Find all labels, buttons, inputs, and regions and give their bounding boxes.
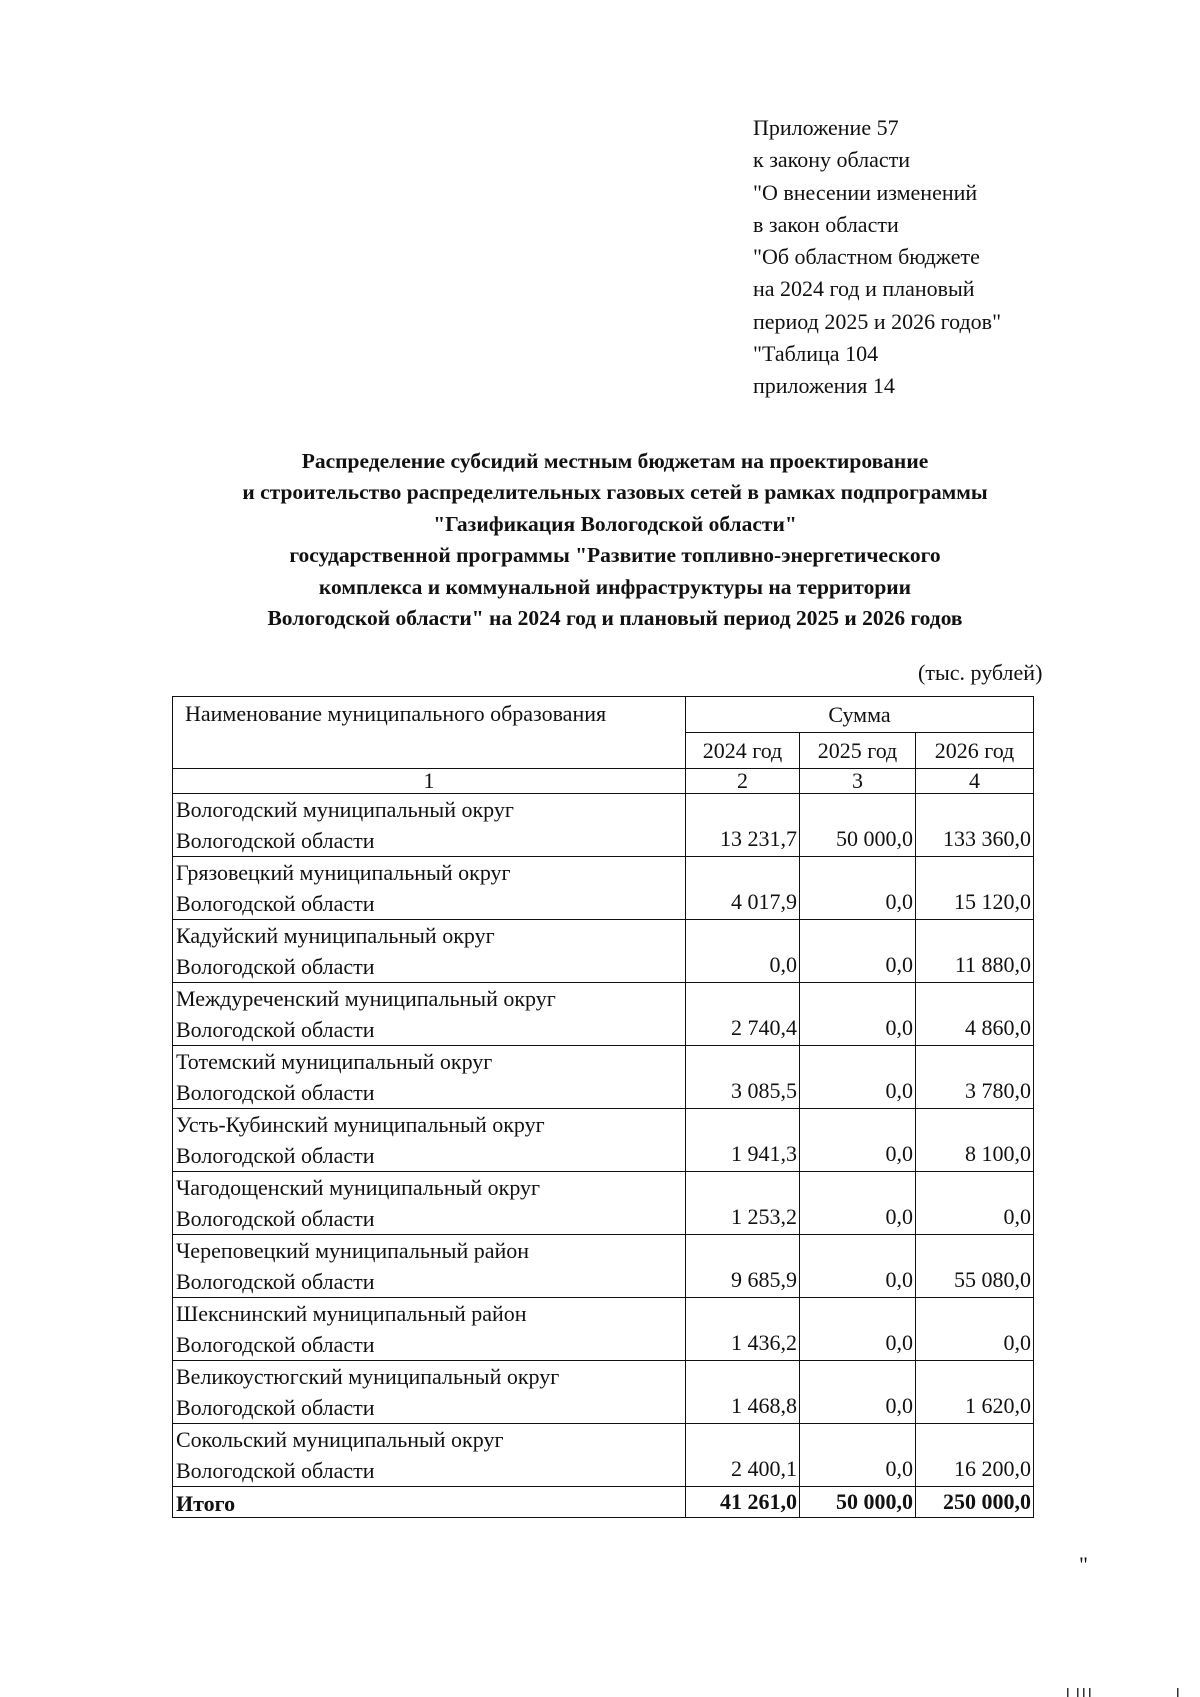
total-2024: 41 261,0 (686, 1487, 800, 1518)
amount-2026: 1 620,0 (916, 1361, 1034, 1424)
amount-2025: 0,0 (800, 857, 916, 920)
municipality-name-line: Усть-Кубинский муниципальный округ (176, 1112, 545, 1137)
table-row (173, 1046, 1034, 1109)
title-line: государственной программы "Развитие топливно-энергетического (289, 543, 941, 568)
municipality-name-line: Вологодской области (176, 1206, 375, 1231)
table-row (173, 983, 1034, 1046)
amount-2025: 0,0 (800, 1235, 916, 1298)
municipality-name-line: Вологодской области (176, 1143, 375, 1168)
amount-2024: 1 468,8 (686, 1361, 800, 1424)
appendix-line: "О внесении изменений (753, 179, 978, 205)
amount-2025: 0,0 (800, 1298, 916, 1361)
amount-2026: 15 120,0 (916, 857, 1034, 920)
title-line: Распределение субсидий местным бюджетам на проектирование (301, 449, 929, 473)
municipality-name-line: Междуреченский муниципальный округ (176, 986, 556, 1011)
amount-2024: 1 253,2 (686, 1172, 800, 1235)
header-sum: Сумма (686, 697, 1034, 733)
municipality-name (173, 1109, 686, 1172)
table-row (173, 1235, 1034, 1298)
document-title (150, 446, 1080, 634)
appendix-reference (753, 112, 1001, 403)
amount-2025: 0,0 (800, 1361, 916, 1424)
header-year-2025: 2025 год (800, 733, 916, 769)
table-row (173, 1361, 1034, 1424)
municipality-name-line: Вологодской области (176, 1395, 375, 1420)
municipality-name (173, 1235, 686, 1298)
table-row (173, 1424, 1034, 1487)
amount-2024: 2 740,4 (686, 983, 800, 1046)
amount-2026: 3 780,0 (916, 1046, 1034, 1109)
amount-2026: 16 200,0 (916, 1424, 1034, 1487)
amount-2024: 0,0 (686, 920, 800, 983)
table-row (173, 1109, 1034, 1172)
amount-2025: 50 000,0 (800, 794, 916, 857)
column-index: 1 (173, 769, 686, 794)
amount-2024: 13 231,7 (686, 794, 800, 857)
municipality-name-line: Великоустюгский муниципальный округ (176, 1364, 560, 1389)
column-index-row (173, 769, 1034, 794)
municipality-name-line: Шекснинский муниципальный район (176, 1301, 527, 1326)
header-municipality: Наименование муниципального образования (173, 697, 686, 769)
municipality-name (173, 1424, 686, 1487)
header-year-2024: 2024 год (686, 733, 800, 769)
column-index: 4 (916, 769, 1034, 794)
municipality-name-line: Чагодощенский муниципальный округ (176, 1175, 541, 1200)
appendix-line: к закону области (753, 147, 911, 173)
amount-2025: 0,0 (800, 1424, 916, 1487)
appendix-line: приложения 14 (753, 373, 895, 399)
amount-2026: 0,0 (916, 1298, 1034, 1361)
appendix-line: Приложение 57 (753, 115, 899, 140)
amount-2025: 0,0 (800, 1172, 916, 1235)
amount-2024: 3 085,5 (686, 1046, 800, 1109)
municipality-name-line: Вологодской области (176, 828, 375, 853)
municipality-name (173, 1361, 686, 1424)
municipality-name-line: Вологодской области (176, 1332, 375, 1357)
scan-edge-marks (1063, 1688, 1183, 1697)
table-row (173, 794, 1034, 857)
scan-mark (1067, 1688, 1069, 1697)
appendix-line: период 2025 и 2026 годов" (753, 308, 1002, 334)
amount-2025: 0,0 (800, 1109, 916, 1172)
table-row (173, 857, 1034, 920)
municipality-name (173, 1298, 686, 1361)
municipality-name (173, 1172, 686, 1235)
municipality-name-line: Вологодский муниципальный округ (176, 797, 514, 822)
total-2026: 250 000,0 (916, 1487, 1034, 1518)
municipality-name-line: Грязовецкий муниципальный округ (176, 860, 511, 885)
table-row (173, 1298, 1034, 1361)
amount-2025: 0,0 (800, 1046, 916, 1109)
scan-mark (1089, 1688, 1091, 1697)
municipality-name-line: Вологодской области (176, 1269, 375, 1294)
title-line: комплекса и коммунальной инфраструктуры на территории (318, 574, 912, 599)
table-row (173, 1172, 1034, 1235)
municipality-name (173, 983, 686, 1046)
title-line: и строительство распределительных газовых сетей в рамках подпрограммы (242, 480, 988, 505)
table-row (173, 920, 1034, 983)
municipality-name-line: Череповецкий муниципальный район (176, 1238, 530, 1263)
amount-2026: 133 360,0 (916, 794, 1034, 857)
title-line: Вологодской области" на 2024 год и плановый период 2025 и 2026 годов (267, 606, 963, 631)
municipality-name (173, 1046, 686, 1109)
amount-2026: 0,0 (916, 1172, 1034, 1235)
column-index: 2 (686, 769, 800, 794)
municipality-name-line: Тотемский муниципальный округ (176, 1049, 493, 1074)
municipality-name-line: Вологодской области (176, 1017, 375, 1042)
amount-2024: 9 685,9 (686, 1235, 800, 1298)
municipality-name-line: Вологодской области (176, 1080, 375, 1105)
appendix-line: "Об областном бюджете (753, 244, 980, 270)
amount-2025: 0,0 (800, 983, 916, 1046)
amount-2024: 4 017,9 (686, 857, 800, 920)
amount-2026: 11 880,0 (916, 920, 1034, 983)
municipality-name (173, 857, 686, 920)
municipality-name-line: Сокольский муниципальный округ (176, 1427, 504, 1452)
amount-2024: 1 436,2 (686, 1298, 800, 1361)
municipality-name (173, 920, 686, 983)
header-year-2026: 2026 год (916, 733, 1034, 769)
appendix-line: на 2024 год и плановый (753, 276, 975, 302)
amount-2024: 2 400,1 (686, 1424, 800, 1487)
municipality-name-line: Вологодской области (176, 1458, 375, 1483)
amount-2024: 1 941,3 (686, 1109, 800, 1172)
appendix-line: в закон области (753, 211, 899, 237)
appendix-line: "Таблица 104 (753, 341, 879, 367)
units-note: (тыс. рублей) (918, 660, 1043, 685)
scan-mark (1177, 1688, 1179, 1697)
municipality-name-line: Вологодской области (176, 954, 375, 979)
amount-2026: 55 080,0 (916, 1235, 1034, 1298)
subsidy-table (172, 696, 1034, 1518)
amount-2025: 0,0 (800, 920, 916, 983)
amount-2026: 4 860,0 (916, 983, 1034, 1046)
total-label: Итого (173, 1487, 686, 1518)
closing-quote: " (1079, 1552, 1088, 1577)
scan-mark (1077, 1688, 1079, 1697)
total-2025: 50 000,0 (800, 1487, 916, 1518)
column-index: 3 (800, 769, 916, 794)
title-line: "Газификация Вологодской области" (433, 511, 797, 536)
amount-2026: 8 100,0 (916, 1109, 1034, 1172)
municipality-name-line: Вологодской области (176, 891, 375, 916)
scan-mark (1083, 1688, 1085, 1697)
total-row (173, 1487, 1034, 1518)
municipality-name (173, 794, 686, 857)
municipality-name-line: Кадуйский муниципальный округ (176, 923, 495, 948)
